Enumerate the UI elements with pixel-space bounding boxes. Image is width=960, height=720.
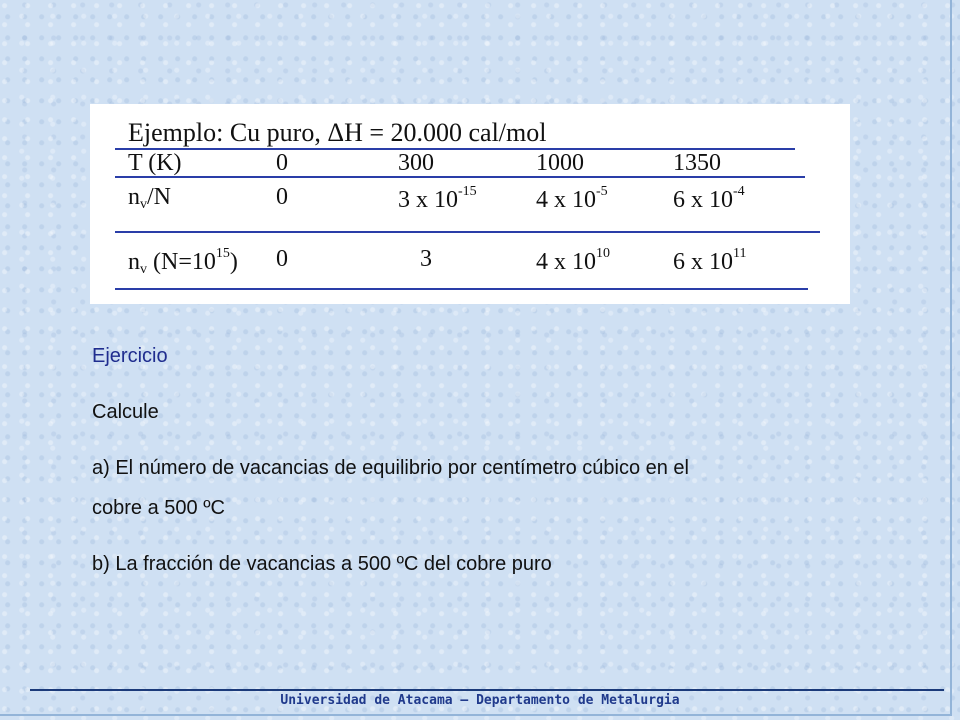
- table-cell: 0: [276, 184, 288, 210]
- title-prefix: Ejemplo: Cu puro,: [128, 118, 328, 147]
- table-cell: 300: [398, 150, 434, 176]
- table-cell: 3 x $10^{-15}$: [398, 184, 477, 213]
- table-cell: 6 x $10^{11}$: [673, 246, 747, 275]
- table-cell: 4 x $10^{10}$: [536, 246, 610, 275]
- exercise-heading: Ejercicio: [92, 345, 168, 367]
- example-table: [90, 104, 850, 304]
- row-label: $n_v/N$: [128, 184, 171, 212]
- title-var: H: [344, 118, 363, 147]
- table-cell: 3: [420, 246, 432, 272]
- exercise-item-a-line2: cobre a 500 ºC: [92, 497, 225, 519]
- table-cell: 0: [276, 150, 288, 176]
- table-cell: 1350: [673, 150, 721, 176]
- title-suffix: = 20.000 cal/mol: [362, 118, 547, 147]
- table-cell: 0: [276, 246, 288, 272]
- table-cell: 1000: [536, 150, 584, 176]
- table-rule: [115, 288, 808, 290]
- footer-text: Universidad de Atacama – Departamento de Metalurgia: [280, 693, 680, 708]
- exercise-instruction: Calcule: [92, 401, 159, 423]
- table-cell: 4 x $10^{-5}$: [536, 184, 608, 213]
- row-label: T (K): [128, 150, 182, 176]
- table-rule: [115, 231, 820, 233]
- example-title: [128, 118, 546, 148]
- table-cell: 6 x $10^{-4}$: [673, 184, 745, 213]
- footer-divider: [30, 689, 944, 691]
- exercise-item-a-line1: a) El número de vacancias de equilibrio por centímetro cúbico en el: [92, 457, 689, 479]
- row-label: $n_v$ $(N=10^{15})$: [128, 246, 238, 277]
- delta-symbol: Δ: [327, 118, 345, 147]
- exercise-item-b: b) La fracción de vacancias a 500 ºC del cobre puro: [92, 553, 552, 575]
